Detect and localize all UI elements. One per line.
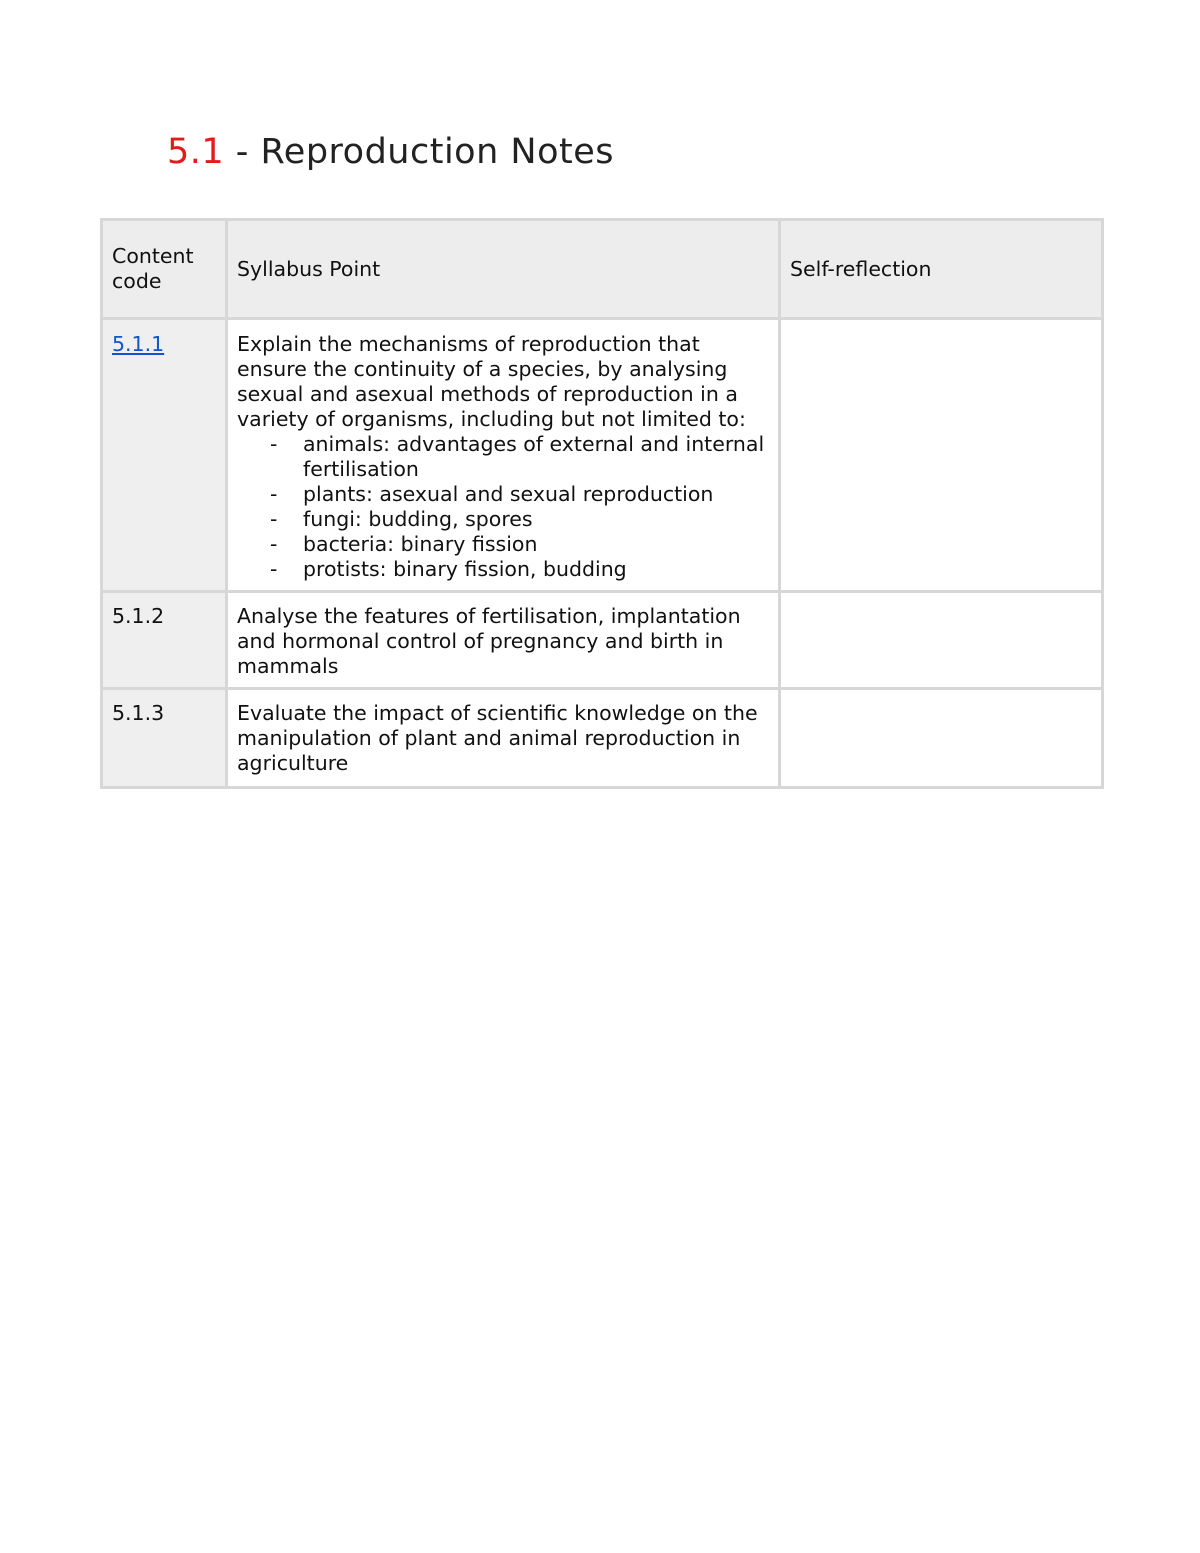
list-item: - animals: advantages of external and internal fertilisation [303,432,770,482]
header-content-code: Content code [102,220,227,319]
self-reflection-cell[interactable] [780,592,1103,689]
syllabus-table [100,218,1104,789]
content-code-cell [102,319,227,592]
header-self-reflection: Self-reflection [780,220,1103,319]
syllabus-point-list [237,432,770,582]
syllabus-point-cell [227,319,780,592]
self-reflection-cell[interactable] [780,319,1103,592]
table-row [102,689,1103,788]
page-title [167,128,614,176]
table-row [102,319,1103,592]
table-row [102,592,1103,689]
page-title-code: 5.1 [167,132,225,172]
list-item: - protists: binary fission, budding [303,557,770,582]
content-code-cell: 5.1.2 [102,592,227,689]
list-item: - plants: asexual and sexual reproduction [303,482,770,507]
header-syllabus-point: Syllabus Point [227,220,780,319]
content-code-cell: 5.1.3 [102,689,227,788]
syllabus-point-cell: Evaluate the impact of scientific knowledge on the manipulation of plant and animal reproduction in agriculture [227,689,780,788]
content-code-link[interactable]: 5.1.1 [112,332,165,356]
list-item: - bacteria: binary fission [303,532,770,557]
table-header-row [102,220,1103,319]
page-title-text: - Reproduction Notes [224,132,614,172]
syllabus-point-text: Explain the mechanisms of reproduction that ensure the continuity of a species, by analysing sexual and asexual methods of reproduction in a variety of organisms, including but not limited to: [237,332,746,431]
self-reflection-cell[interactable] [780,689,1103,788]
syllabus-point-cell: Analyse the features of fertilisation, implantation and hormonal control of pregnancy and birth in mammals [227,592,780,689]
list-item: - fungi: budding, spores [303,507,770,532]
